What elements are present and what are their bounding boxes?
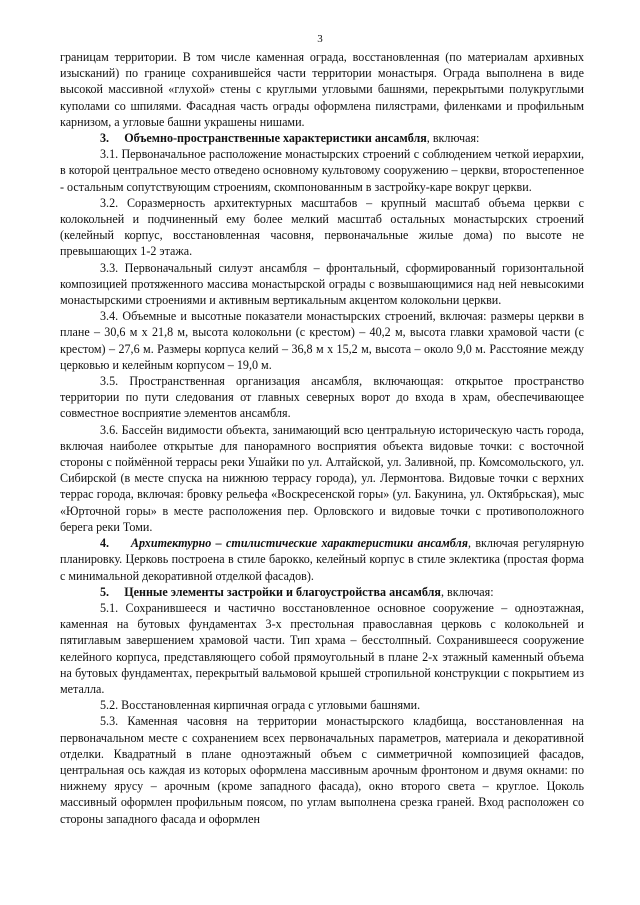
section-3-title: Объемно-пространственные характеристики ансамбля	[124, 131, 427, 146]
section-4-title: Архитектурно – стилистические характеристики ансамбля	[130, 536, 468, 551]
section-5-title: Ценные элементы застройки и благоустройства ансамбля	[124, 584, 441, 599]
document-body	[60, 49, 584, 827]
section-3-heading	[60, 130, 584, 146]
paragraph-5-3: 5.3. Каменная часовня на территории монастырского кладбища, восстановленная на первоначальном месте с сохранением всех первоначальных параметров, материала и декоративной отделки. Квадратный в плане одноэтажный объем с симметричной композицией фасадов, центральная ось каждая из которых оформлена массивным арочным фронтоном и двумя окнами: по нижнему ярусу – арочным (кроме западного фасада), окно второго света – круглое. Цоколь массивный оформлен профильным поясом, по углам выполнена срезка граней. Вход расположен со стороны западного фасада и оформлен	[60, 714, 584, 826]
page-number: 3	[317, 33, 323, 45]
paragraph-3-3: 3.3. Первоначальный силуэт ансамбля – фронтальный, сформированный горизонтальной композицией протяженного массива монастырской ограды с возвышающимися над ней невысокими монастырскими строениями и активным вертикальным акцентом колокольни церкви.	[60, 260, 584, 308]
paragraph-3-6: 3.6. Бассейн видимости объекта, занимающий всю центральную историческую часть города, включая наиболее открытые для панорамного восприятия объекта видовые точки: с восточной стороны с поймённой террасы реки Ушайки по ул. Алтайской, ул. Заливной, пр. Комсомольского, ул. Сибирской (в месте спуска на нижнюю террасу города), ул. Лермонтова. Видовые точки с верхних террас города, включая: бровку рельефа «Воскресенской горы» (ул. Бакунина, ул. Октябрьская), мыс «Юрточной горы» в месте расположения пер. Орловского и видовые точки с противоположного берега реки Томи.	[60, 422, 584, 534]
paragraph-5-1: 5.1. Сохранившееся и частично восстановленное основное сооружение – одноэтажная, каменная на бутовых фундаментах 3-х престольная православная церковь с колокольней и пятиглавым завершением храмовой части. Тип храма – бесстолпный. Сохранившееся сооружение келейного корпуса, представляющего собой прямоугольный в плане 2-х этажный каменный объема на бутовых фундаментах, перекрытый вальмовой крышей стропильной конструкции с покрытием из металла.	[60, 600, 584, 696]
section-3-number: 3.	[100, 131, 110, 146]
section-3-tail: , включая:	[426, 131, 480, 146]
paragraph-5-2: 5.2. Восстановленная кирпичная ограда с угловыми башнями.	[100, 698, 421, 713]
section-5-number: 5.	[100, 584, 110, 599]
section-4-number: 4.	[100, 536, 110, 551]
section-5-heading	[60, 584, 584, 600]
paragraph-3-1: 3.1. Первоначальное расположение монастырских строений с соблюдением четкой иерархии, в которой центральное место отведено основному культовому сооружению – церкви, второстепенное - остальным сопутствующим строениям, скомпонованным в застройку-каре вокруг церкви.	[60, 147, 584, 194]
paragraph-3-4: 3.4. Объемные и высотные показатели монастырских строений, включая: размеры церкви в плане – 30,6 м х 21,8 м, высота колокольни (с крестом) – 40,2 м, высота главки храмовой части (с крестом) – 27,6 м. Размеры корпуса келий – 36,8 м х 15,2 м, высота – около 9,0 м. Расстояние между церковью и келейным корпусом – 19,0 м.	[60, 309, 584, 372]
section-5-tail: , включая:	[440, 584, 494, 599]
paragraph-intro: границам территории. В том числе каменная ограда, восстановленная (по материалам архивных изысканий) по границе сохранившейся части территории монастыря. Ограда выполнена в виде высокой массивной «глухой» стены с круглыми угловыми башнями, перекрытыми полукруглыми куполами со шпилями. Фасадная часть ограды оформлена пилястрами, филенками и профильным карнизом, а угловые башни украшены нишами.	[60, 50, 584, 129]
paragraph-3-2: 3.2. Соразмерность архитектурных масштабов – крупный масштаб объема церкви с колокольней и подчиненный ему более мелкий масштаб остальных монастырских строений (келейный корпус, восстановленная часовня, первоначальные жилые дома) по высоте не превышающих 1-2 этажа.	[60, 195, 584, 259]
paragraph-3-5: 3.5. Пространственная организация ансамбля, включающая: открытое пространство территории по пути следования от главных северных ворот до входа в храм, обеспечивающее совместное восприятие элементов ансамбля.	[60, 374, 584, 421]
section-4-tail: , включая регулярную планировку. Церковь построена в стиле барокко, келейный корпус в стиле эклектика (простая форма с минимальной декоративной отделкой фасадов).	[60, 536, 584, 583]
section-4-heading	[60, 535, 584, 584]
